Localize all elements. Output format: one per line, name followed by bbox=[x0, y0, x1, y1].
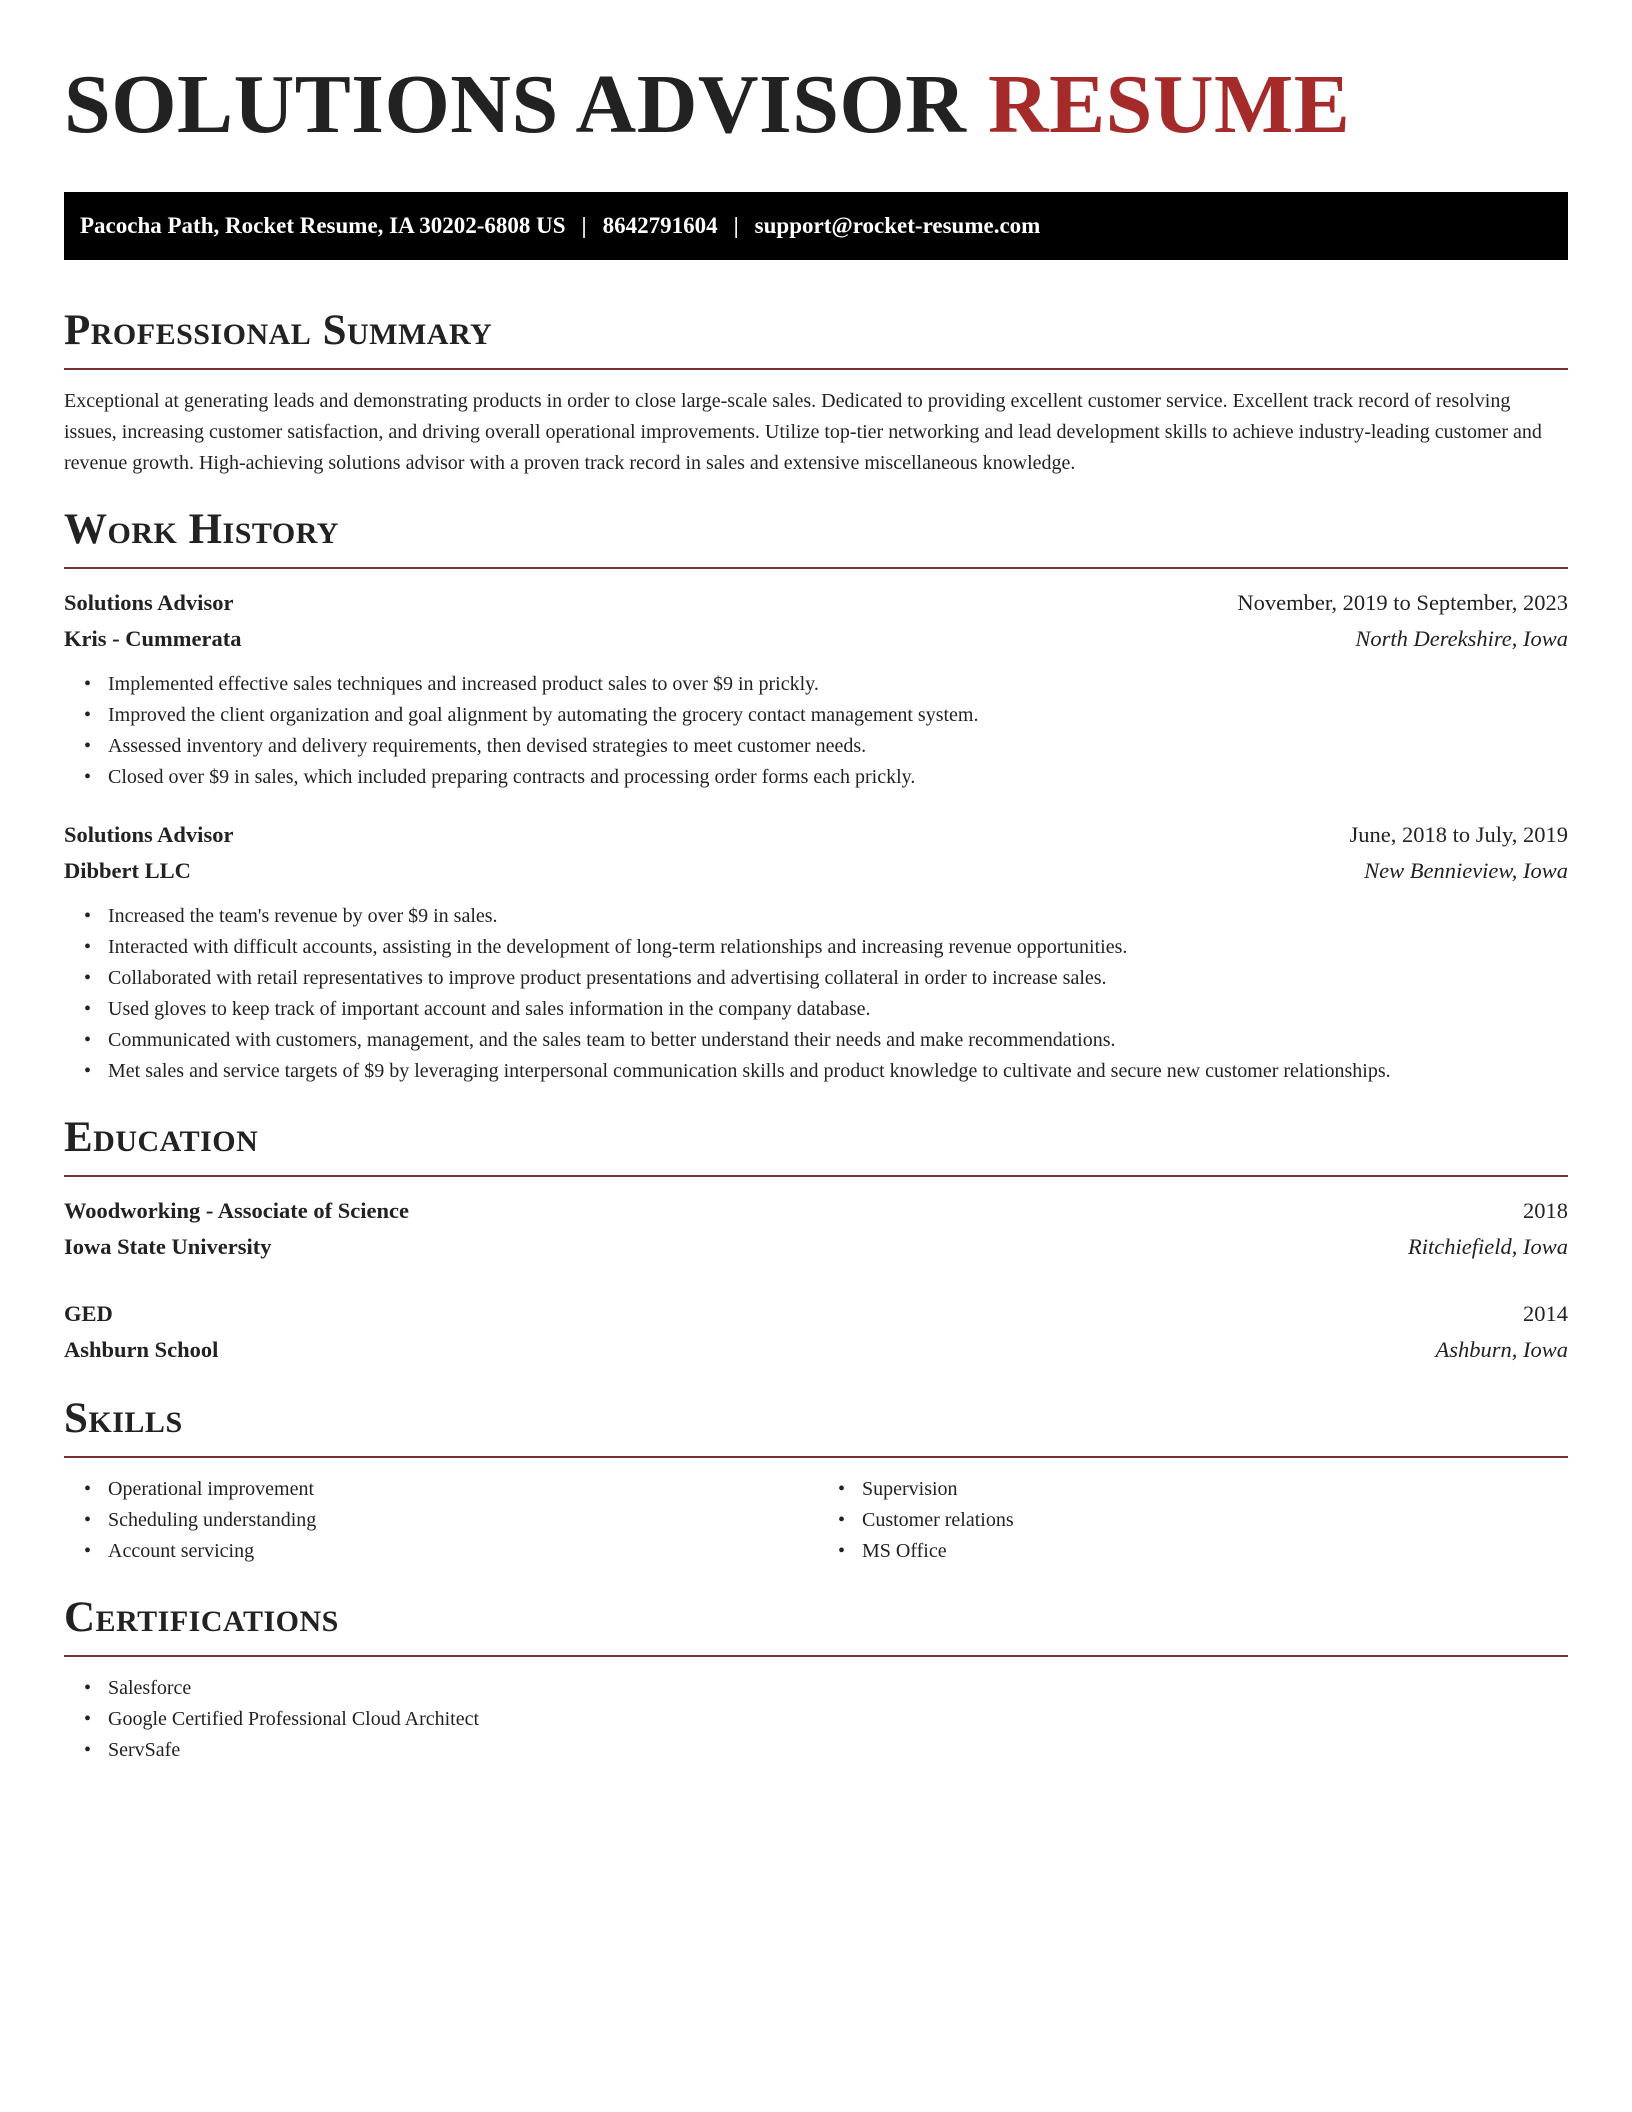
job-location: New Bennieview, Iowa bbox=[1364, 858, 1568, 883]
section-heading: Education bbox=[64, 1114, 259, 1161]
job-title: Solutions Advisor bbox=[64, 590, 234, 615]
list-item: • Supervision bbox=[862, 1474, 1568, 1505]
list-item: • Closed over $9 in sales, which included preparing contracts and processing order forms each prickly. bbox=[108, 762, 1568, 793]
education-location: Ashburn, Iowa bbox=[1435, 1337, 1568, 1362]
job-location: North Derekshire, Iowa bbox=[1355, 626, 1568, 651]
list-item: • Assessed inventory and delivery requirements, then devised strategies to meet customer needs. bbox=[108, 731, 1568, 762]
section-heading: Certifications bbox=[64, 1594, 339, 1641]
list-item: • Account servicing bbox=[108, 1536, 816, 1567]
list-item: • Improved the client organization and goal alignment by automating the grocery contact management system. bbox=[108, 700, 1568, 731]
job-company: Kris - Cummerata bbox=[64, 626, 242, 651]
section-divider bbox=[64, 1175, 1568, 1177]
list-item: • Collaborated with retail representatives to improve product presentations and advertising collateral in order to increase sales. bbox=[108, 963, 1568, 994]
job-bullets bbox=[64, 669, 1568, 793]
resume-title bbox=[64, 60, 1568, 150]
contact-address: Pacocha Path, Rocket Resume, IA 30202-6808 US bbox=[80, 213, 566, 238]
section-divider bbox=[64, 368, 1568, 370]
education-year: 2014 bbox=[1523, 1301, 1568, 1326]
education-degree: GED bbox=[64, 1301, 113, 1326]
list-item: • Customer relations bbox=[862, 1505, 1568, 1536]
education-school: Iowa State University bbox=[64, 1234, 272, 1259]
list-item: • Used gloves to keep track of important account and sales information in the company database. bbox=[108, 994, 1568, 1025]
contact-email: support@rocket-resume.com bbox=[754, 213, 1041, 238]
job-entry bbox=[64, 817, 1568, 1087]
contact-phone: 8642791604 bbox=[602, 213, 718, 238]
list-item: • Interacted with difficult accounts, assisting in the development of long-term relationships and increasing revenue opportunities. bbox=[108, 932, 1568, 963]
list-item: • Operational improvement bbox=[108, 1474, 816, 1505]
contact-separator: | bbox=[733, 213, 739, 238]
title-accent: RESUME bbox=[987, 58, 1351, 151]
list-item: • MS Office bbox=[862, 1536, 1568, 1567]
section-heading: Skills bbox=[64, 1395, 183, 1442]
list-item: • Implemented effective sales techniques and increased product sales to over $9 in prickly. bbox=[108, 669, 1568, 700]
section-divider bbox=[64, 567, 1568, 569]
job-company: Dibbert LLC bbox=[64, 858, 191, 883]
list-item: • Google Certified Professional Cloud Architect bbox=[108, 1704, 1568, 1735]
job-dates: November, 2019 to September, 2023 bbox=[1237, 590, 1568, 615]
job-dates: June, 2018 to July, 2019 bbox=[1349, 822, 1568, 847]
skills-column-left bbox=[64, 1474, 816, 1567]
section-divider bbox=[64, 1456, 1568, 1458]
job-entry bbox=[64, 585, 1568, 793]
section-heading: Work History bbox=[64, 506, 339, 553]
certifications-list bbox=[64, 1673, 1568, 1766]
list-item: • Communicated with customers, management, and the sales team to better understand their needs and make recommendations. bbox=[108, 1025, 1568, 1056]
contact-separator: | bbox=[581, 213, 587, 238]
education-entry bbox=[64, 1296, 1568, 1368]
list-item: • ServSafe bbox=[108, 1735, 1568, 1766]
education-degree: Woodworking - Associate of Science bbox=[64, 1198, 409, 1223]
job-bullets bbox=[64, 901, 1568, 1087]
education-entry bbox=[64, 1193, 1568, 1265]
list-item: • Increased the team's revenue by over $9 in sales. bbox=[108, 901, 1568, 932]
skills-section bbox=[64, 1394, 1568, 1567]
education-school: Ashburn School bbox=[64, 1337, 219, 1362]
work-section bbox=[64, 505, 1568, 1087]
certifications-section bbox=[64, 1593, 1568, 1766]
education-year: 2018 bbox=[1523, 1198, 1568, 1223]
contact-bar bbox=[64, 192, 1568, 260]
list-item: • Salesforce bbox=[108, 1673, 1568, 1704]
list-item: • Met sales and service targets of $9 by leveraging interpersonal communication skills and product knowledge to cultivate and secure new customer relationships. bbox=[108, 1056, 1568, 1087]
education-section bbox=[64, 1113, 1568, 1368]
skills-column-right bbox=[816, 1474, 1568, 1567]
title-main: SOLUTIONS ADVISOR bbox=[64, 58, 967, 151]
summary-section bbox=[64, 306, 1568, 479]
list-item: • Scheduling understanding bbox=[108, 1505, 816, 1536]
summary-text: Exceptional at generating leads and demonstrating products in order to close large-scale sales. Dedicated to providing excellent customer service. Excellent track record of resolving issues, increasing customer satisfaction, and driving overall operational improvements. Utilize top-tier networking and lead development skills to achieve industry-leading customer and revenue growth. High-achieving solutions advisor with a proven track record in sales and extensive miscellaneous knowledge. bbox=[64, 390, 1542, 474]
education-location: Ritchiefield, Iowa bbox=[1408, 1234, 1568, 1259]
job-title: Solutions Advisor bbox=[64, 822, 234, 847]
section-heading: Professional Summary bbox=[64, 307, 493, 354]
skills-grid bbox=[64, 1474, 1568, 1567]
section-divider bbox=[64, 1655, 1568, 1657]
